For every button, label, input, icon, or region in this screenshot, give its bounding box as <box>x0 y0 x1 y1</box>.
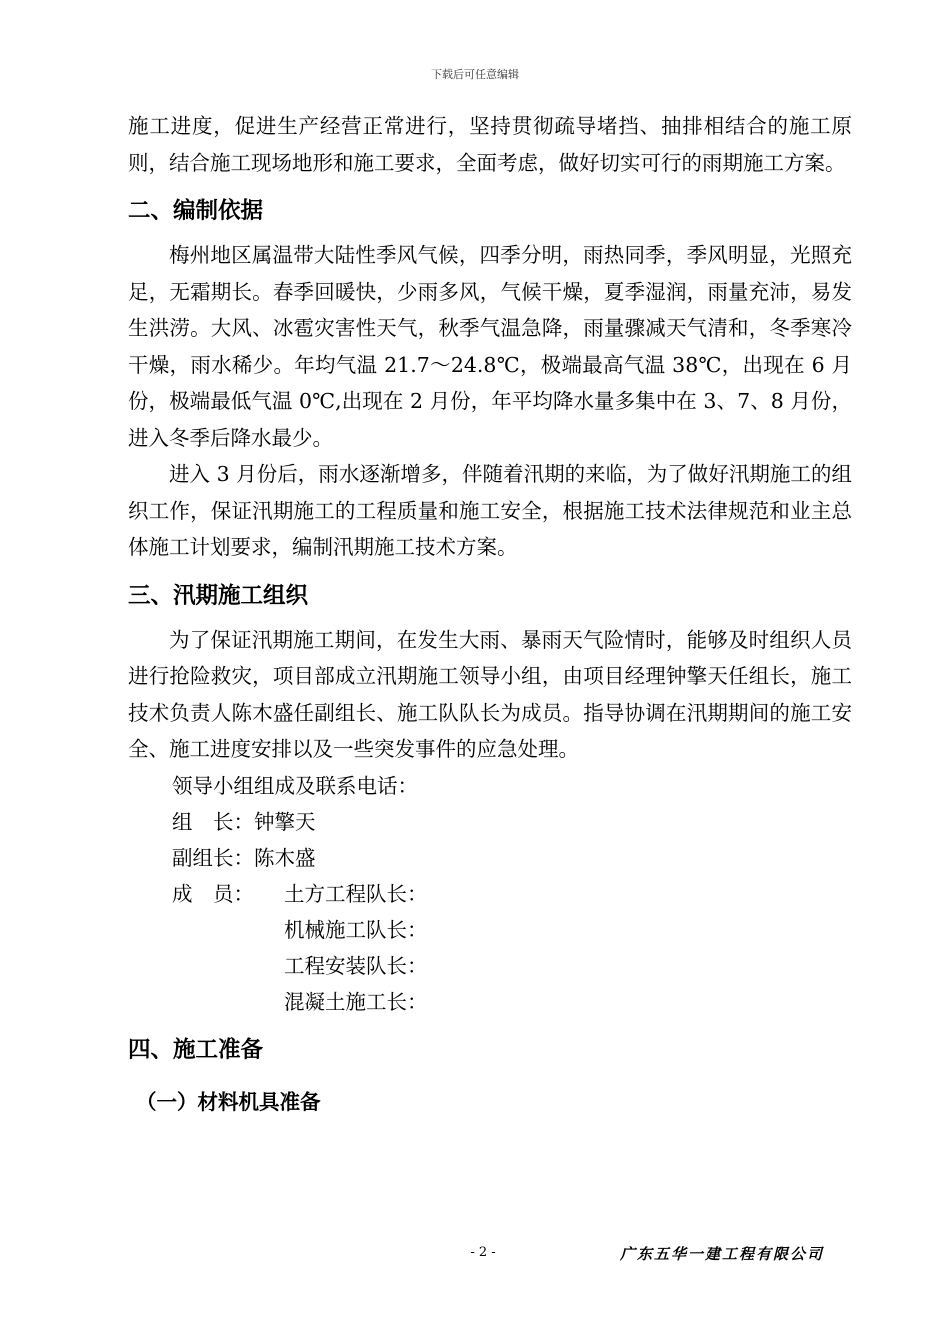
basis-paragraph-climate: 梅州地区属温带大陆性季风气候，四季分明，雨热同季，季风明显，光照充足，无霜期长。春季回暖快，少雨多风，气候干燥，夏季湿润，雨量充沛，易发生洪涝。大风、冰雹灾害性天气，秋季气温急降，雨量骤减天气清和，冬季寒冷干燥，雨水稀少。年均气温 21.7～24.8℃，极端最高气温 38℃，出现在 6 月份，极端最低气温 0℃,出现在 2 月份，年平均降水量多集中在 3、7、8 月份，进入冬季后降水最少。 <box>128 243 852 450</box>
member-role: 混凝土施工长： <box>284 989 428 1014</box>
team-intro: 领导小组组成及联系电话： <box>172 773 418 798</box>
company-name: 广东五华一建工程有限公司 <box>620 1245 825 1263</box>
page-number: - 2 - <box>470 1245 496 1260</box>
members-label: 成 员： <box>172 881 254 906</box>
document-body <box>128 108 852 1120</box>
member-role: 土方工程队长： <box>284 881 428 906</box>
team-member-row <box>128 948 852 984</box>
member-role: 工程安装队长： <box>284 953 428 978</box>
section-heading-basis: 二、编制依据 <box>128 198 264 224</box>
basis-paragraph-flood: 进入 3 月份后，雨水逐渐增多，伴随着汛期的来临，为了做好汛期施工的组织工作，保证汛期施工的工程质量和施工安全，根据施工技术法律规范和业主总体施工计划要求，编制汛期施工技术方案。 <box>128 462 852 559</box>
section-heading-preparation: 四、施工准备 <box>128 1036 264 1063</box>
team-member-row <box>128 984 852 1020</box>
page-header-note: 下载后可任意编辑 <box>431 68 519 81</box>
member-role: 机械施工队长： <box>284 917 428 942</box>
subsection-heading-materials: （一）材料机具准备 <box>136 1089 321 1114</box>
section-heading-organization: 三、汛期施工组织 <box>128 582 309 609</box>
team-member-row <box>128 876 852 912</box>
organization-paragraph: 为了保证汛期施工期间，在发生大雨、暴雨天气险情时，能够及时组织人员进行抢险救灾，项目部成立汛期施工领导小组，由项目经理钟擎天任组长，施工技术负责人陈木盛任副组长、施工队队长为成员。指导协调在汛期期间的施工安全、施工进度安排以及一些突发事件的应急处理。 <box>128 627 852 761</box>
team-deputy: 副组长：陈木盛 <box>172 845 316 870</box>
intro-paragraph: 施工进度，促进生产经营正常进行，坚持贯彻疏导堵挡、抽排相结合的施工原则，结合施工现场地形和施工要求，全面考虑，做好切实可行的雨期施工方案。 <box>128 114 852 175</box>
team-leader: 组 长：钟擎天 <box>172 809 316 834</box>
team-member-row <box>128 912 852 948</box>
